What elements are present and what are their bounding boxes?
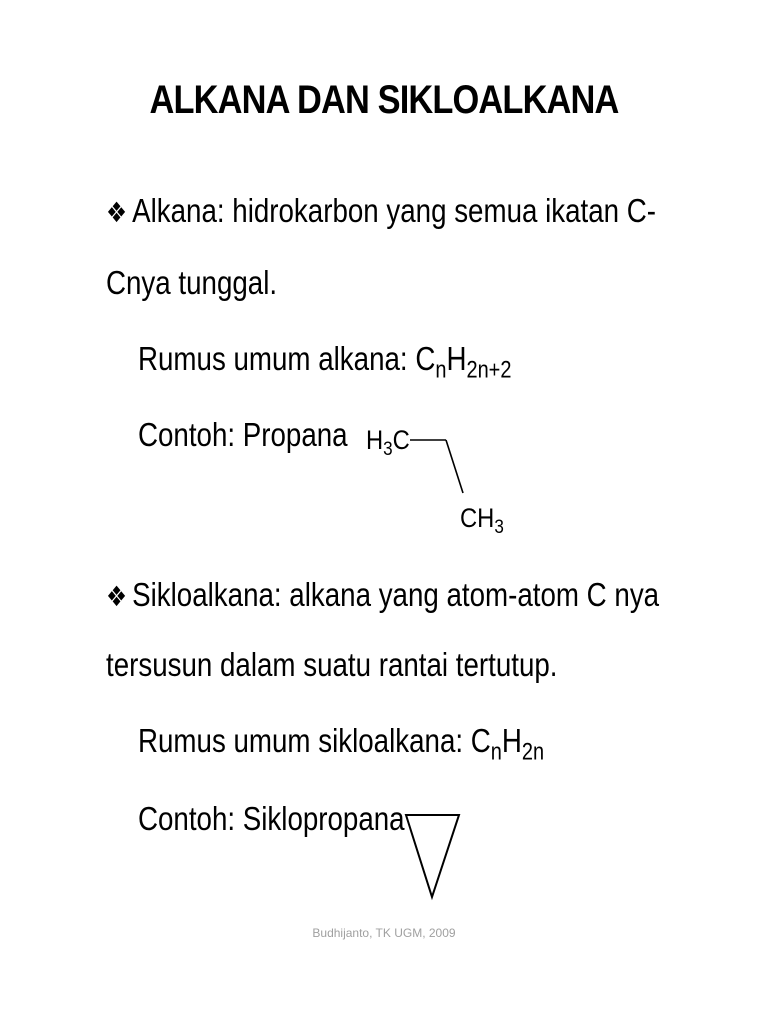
propana-bond-2	[446, 440, 463, 493]
diamond-bullet-icon: ❖	[106, 197, 128, 228]
slide-title: ALKANA DAN SIKLOALKANA	[149, 78, 619, 122]
sikloalkana-example-label: Contoh: Siklopropana	[138, 800, 405, 837]
propana-ch-sub: 3	[494, 516, 504, 539]
alkana-example-label: Contoh: Propana	[138, 416, 348, 453]
alkana-formula-c: C	[415, 340, 436, 377]
sikloalkana-formula-h-sub: 2n	[521, 738, 545, 766]
alkana-definition-line2: Cnya tunggal.	[106, 264, 278, 301]
sikloalkana-definition-line1	[106, 576, 659, 614]
alkana-formula-h-sub: 2n+2	[466, 356, 512, 384]
propana-h: H	[366, 425, 384, 455]
alkana-formula-label: Rumus umum alkana:	[138, 340, 416, 377]
footer-credit: Budhijanto, TK UGM, 2009	[312, 926, 456, 940]
alkana-definition-text: Alkana: hidrokarbon yang semua ikatan C-	[132, 192, 657, 229]
sikloalkana-definition-text: Sikloalkana: alkana yang atom-atom C nya	[132, 576, 660, 613]
sikloalkana-formula	[138, 722, 545, 766]
propana-ch: CH	[460, 503, 495, 533]
alkana-formula-n: n	[435, 356, 447, 384]
sikloalkana-definition-line2: tersusun dalam suatu rantai tertutup.	[106, 646, 558, 683]
cyclopropane-triangle	[406, 815, 459, 897]
sikloalkana-formula-h: H	[501, 722, 522, 759]
sikloalkana-formula-n: n	[490, 738, 502, 766]
sikloalkana-formula-label: Rumus umum sikloalkana:	[138, 722, 471, 759]
sikloalkana-formula-c: C	[470, 722, 491, 759]
alkana-formula-h: H	[446, 340, 467, 377]
propana-h-sub: 3	[383, 438, 393, 461]
propana-ch3-label	[460, 503, 504, 539]
diamond-bullet-icon: ❖	[106, 581, 128, 612]
propana-c: C	[392, 425, 410, 455]
